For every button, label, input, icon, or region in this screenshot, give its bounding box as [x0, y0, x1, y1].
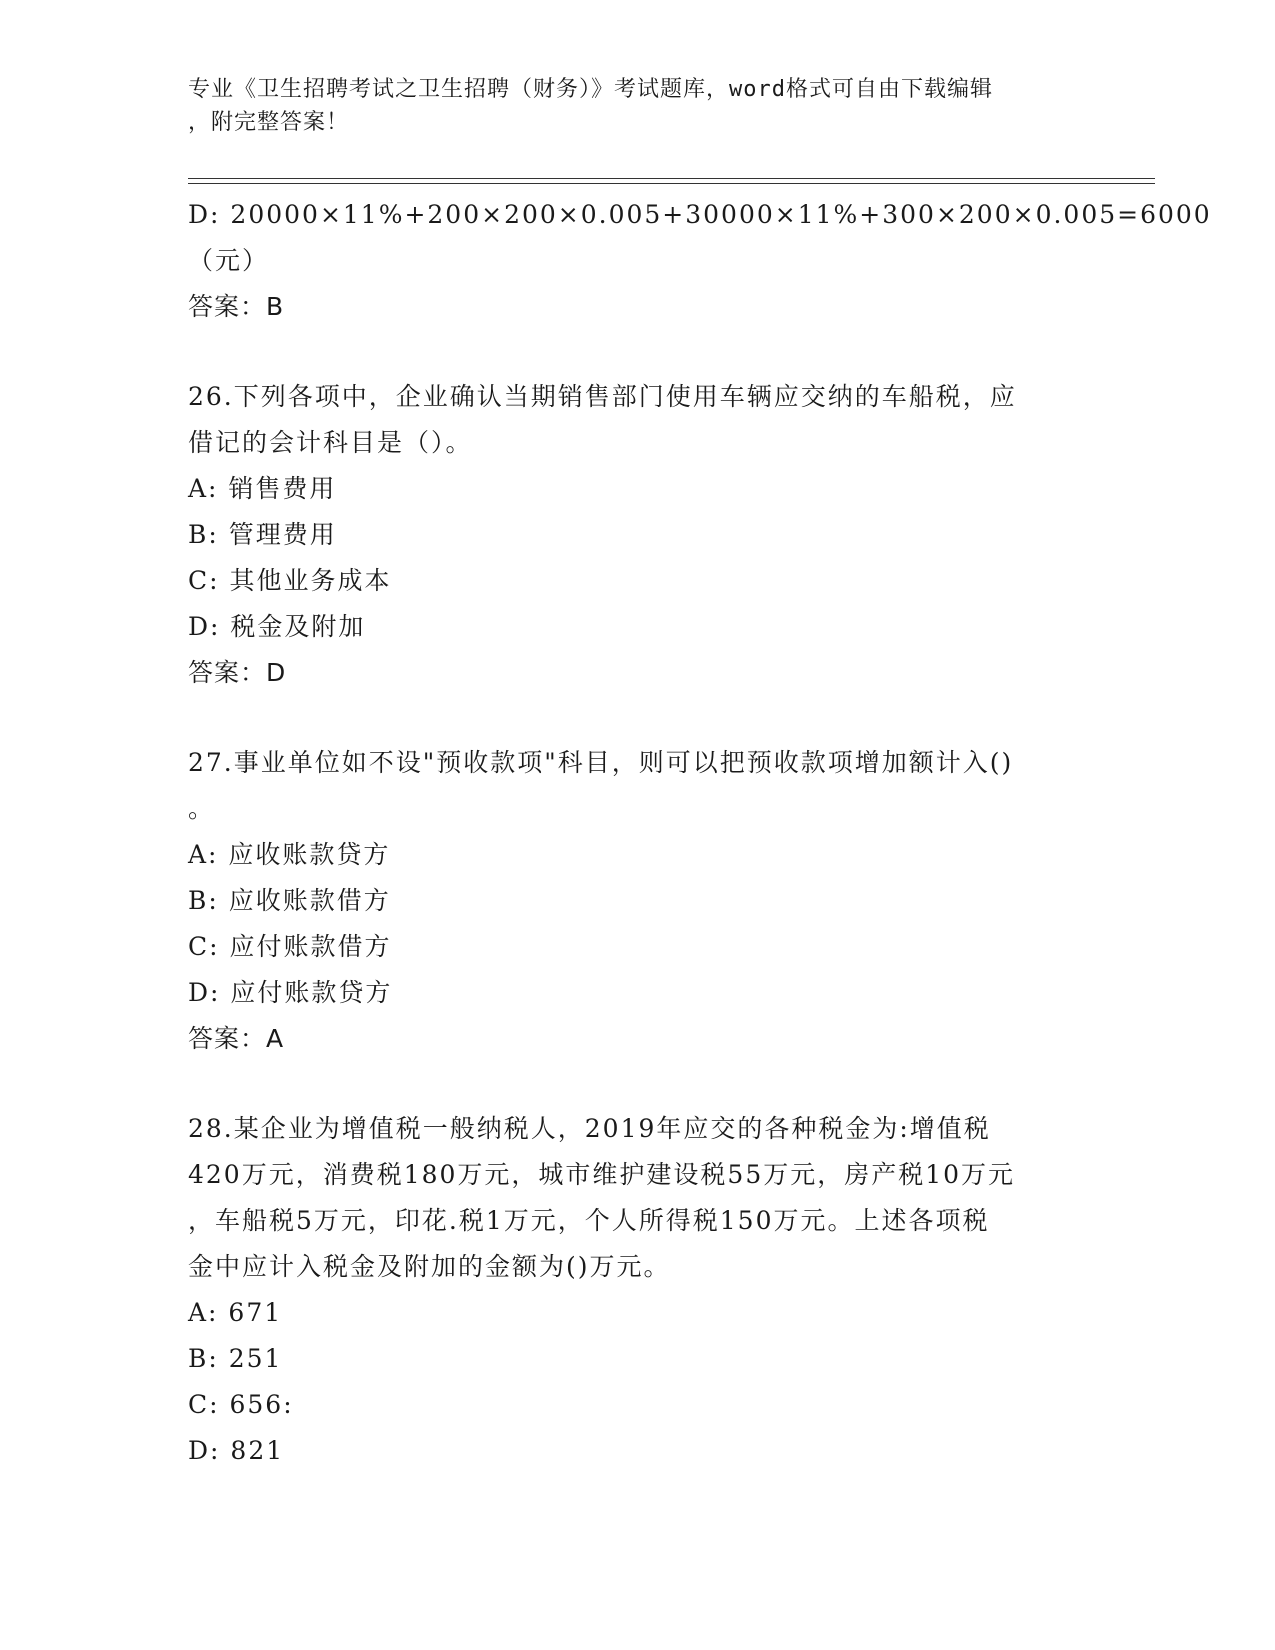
- option-b: B: 应收账款借方: [188, 886, 391, 915]
- option-a: A: 应收账款贷方: [188, 840, 391, 869]
- page-header: [188, 73, 1088, 139]
- question-28: [188, 1106, 1088, 1474]
- option-d: D: 税金及附加: [188, 612, 366, 641]
- question-26: [188, 374, 1088, 696]
- header-line-1: 专业《卫生招聘考试之卫生招聘（财务）》考试题库，word格式可自由下载编辑: [188, 77, 993, 102]
- option-c: C: 其他业务成本: [188, 566, 392, 595]
- question-stem-continued: 420万元，消费税180万元，城市维护建设税55万元，房产税10万元: [188, 1160, 1016, 1189]
- option-d: D: 应付账款贷方: [188, 978, 393, 1007]
- header-line-2: ，附完整答案！: [188, 110, 350, 135]
- header-rule-top: [188, 178, 1155, 179]
- option-b: B: 管理费用: [188, 520, 337, 549]
- header-rule-bottom: [188, 183, 1155, 184]
- answer: 答案：B: [188, 292, 285, 321]
- option-b: B: 251: [188, 1344, 283, 1373]
- question-stem-continued: 借记的会计科目是（）。: [188, 428, 473, 457]
- option-d: D: 821: [188, 1436, 285, 1465]
- question-stem: 28.某企业为增值税一般纳税人，2019年应交的各种税金为:增值税: [188, 1114, 991, 1143]
- question-stem-continued: 。: [188, 794, 216, 823]
- answer: 答案：A: [188, 1024, 285, 1053]
- option-c: C: 应付账款借方: [188, 932, 392, 961]
- question-stem-continued: ，车船税5万元，印花.税1万元，个人所得税150万元。上述各项税: [188, 1206, 990, 1235]
- option-c: C: 656:: [188, 1390, 294, 1419]
- question-27: [188, 740, 1088, 1062]
- question-stem: 27.事业单位如不设"预收款项"科目，则可以把预收款项增加额计入(): [188, 748, 1014, 777]
- option-d: D: 20000×11%+200×200×0.005+30000×11%+300×200×0.005=6000: [188, 200, 1212, 229]
- option-d-continued: （元）: [188, 246, 270, 275]
- option-a: A: 671: [188, 1298, 283, 1327]
- option-a: A: 销售费用: [188, 474, 337, 503]
- answer: 答案：D: [188, 658, 287, 687]
- document-body: [188, 192, 1212, 1474]
- question-stem-continued: 金中应计入税金及附加的金额为()万元。: [188, 1252, 671, 1281]
- previous-question-tail: [188, 192, 1212, 330]
- question-stem: 26.下列各项中，企业确认当期销售部门使用车辆应交纳的车船税，应: [188, 382, 1017, 411]
